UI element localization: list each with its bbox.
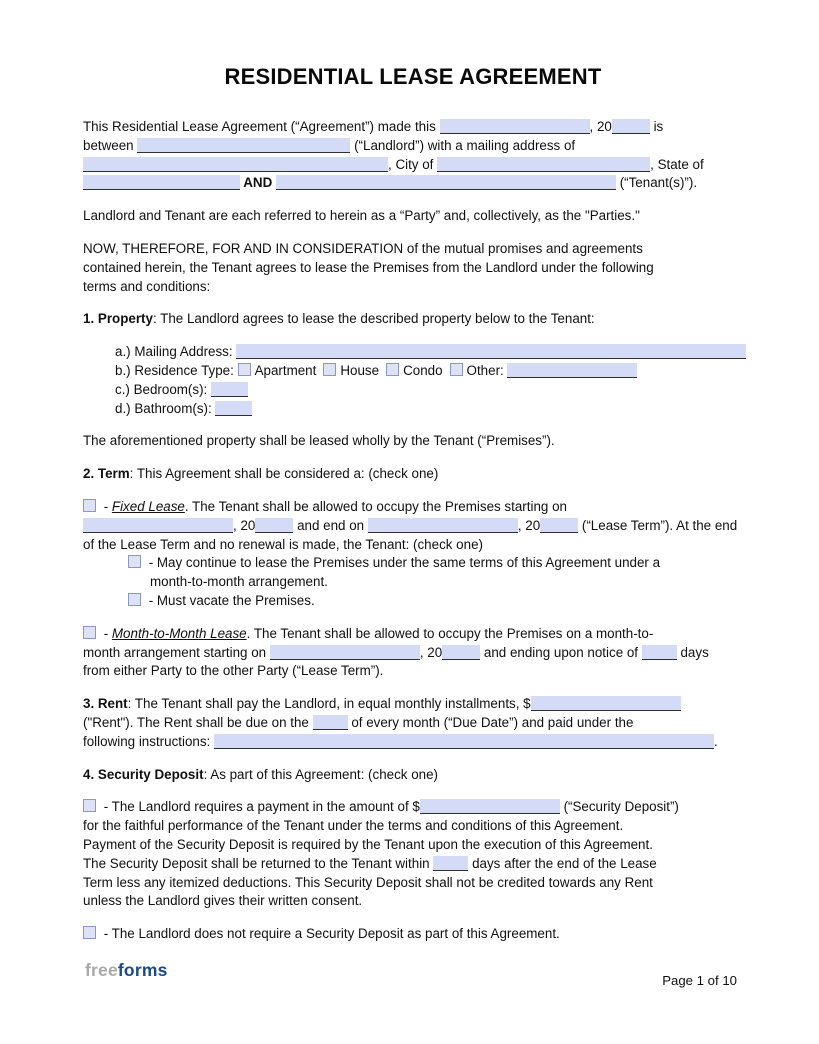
rent-due-day-field[interactable] bbox=[313, 715, 348, 730]
m2m-notice-days-field[interactable] bbox=[642, 645, 677, 660]
m2m-start-date-field[interactable] bbox=[270, 645, 420, 660]
premises-paragraph bbox=[83, 432, 743, 451]
term-heading-text: : This Agreement shall be considered a: (check one) bbox=[129, 466, 439, 482]
intro-text-6: , City of bbox=[388, 156, 438, 172]
rent-amount-field[interactable] bbox=[531, 696, 681, 711]
now-therefore-paragraph bbox=[83, 240, 743, 296]
m2m-text-1: . The Tenant shall be allowed to occupy the Premises on a month-to- bbox=[246, 625, 654, 641]
intro-text-2: , 20 bbox=[589, 119, 612, 134]
logo-free-text: free bbox=[85, 960, 118, 980]
deposit-text-5: The Security Deposit shall be returned to the Tenant within bbox=[83, 855, 434, 871]
now-therefore-text-3: terms and conditions: bbox=[83, 278, 211, 294]
residence-other-field[interactable] bbox=[507, 363, 637, 378]
document-title: RESIDENTIAL LEASE AGREEMENT bbox=[224, 64, 602, 89]
property-heading-number: 1. Property bbox=[83, 311, 153, 327]
bedrooms-field[interactable] bbox=[211, 382, 248, 397]
rent-heading-number: 3. Rent bbox=[83, 696, 128, 712]
fixed-lease-text-5: (“Lease Term”). At the end bbox=[578, 517, 738, 533]
fixed-lease-text-3: and end on bbox=[293, 517, 368, 533]
month-to-month-paragraph bbox=[83, 625, 743, 681]
mailing-address-field[interactable] bbox=[236, 344, 746, 359]
deposit-heading bbox=[83, 766, 743, 785]
deposit-text-2: (“Security Deposit”) bbox=[559, 799, 679, 815]
intro-and-text: AND bbox=[240, 175, 276, 191]
condo-checkbox[interactable] bbox=[386, 363, 399, 376]
intro-text-3: is bbox=[649, 119, 664, 134]
bedrooms-label: c.) Bedroom(s): bbox=[115, 381, 211, 397]
property-item-c bbox=[83, 381, 743, 400]
intro-text-1: This Residential Lease Agreement (“Agreement”) made this bbox=[83, 119, 440, 134]
deposit-required-paragraph bbox=[83, 798, 743, 911]
condo-label: Condo bbox=[403, 362, 443, 378]
month-to-month-checkbox[interactable] bbox=[83, 626, 96, 639]
fixed-end-year-field[interactable] bbox=[540, 518, 578, 533]
bathrooms-field[interactable] bbox=[215, 401, 252, 416]
rent-paragraph bbox=[83, 695, 743, 751]
m2m-dash: - bbox=[100, 625, 112, 641]
other-checkbox[interactable] bbox=[450, 363, 463, 376]
may-continue-checkbox[interactable] bbox=[128, 555, 141, 568]
may-continue-text: - May continue to lease the Premises under the same terms of this Agreement under a bbox=[145, 555, 661, 571]
deposit-text-6: days after the end of the Lease bbox=[468, 855, 657, 871]
intro-text-4: between bbox=[83, 137, 138, 153]
property-heading bbox=[83, 310, 743, 329]
street-address-field[interactable] bbox=[83, 157, 388, 172]
apartment-label: Apartment bbox=[254, 362, 317, 378]
deposit-return-days-field[interactable] bbox=[433, 856, 468, 871]
must-vacate-checkbox[interactable] bbox=[128, 593, 141, 606]
no-deposit-text: - The Landlord does not require a Security Deposit as part of this Agreement. bbox=[100, 926, 560, 942]
deposit-text-1: - The Landlord requires a payment in the amount of $ bbox=[100, 799, 420, 815]
m2m-text-5: days bbox=[676, 644, 709, 660]
no-deposit-paragraph bbox=[83, 925, 743, 944]
term-heading bbox=[83, 465, 743, 484]
now-therefore-text-1: NOW, THEREFORE, FOR AND IN CONSIDERATION of the mutual promises and agreements bbox=[83, 240, 643, 256]
may-continue-text-2: month-to-month arrangement. bbox=[150, 574, 328, 590]
deposit-required-checkbox[interactable] bbox=[83, 799, 96, 812]
rent-text-5: . bbox=[714, 733, 718, 749]
fixed-lease-name: Fixed Lease bbox=[111, 498, 185, 514]
apartment-checkbox[interactable] bbox=[238, 363, 251, 376]
property-heading-text: : The Landlord agrees to lease the described property below to the Tenant: bbox=[152, 311, 595, 327]
landlord-name-field[interactable] bbox=[137, 138, 350, 153]
intro-text-5: (“Landlord”) with a mailing address of bbox=[350, 137, 576, 153]
deposit-amount-field[interactable] bbox=[420, 799, 560, 814]
property-item-d bbox=[83, 400, 743, 419]
document-content bbox=[83, 64, 743, 958]
intro-text-8: (“Tenant(s)”). bbox=[615, 175, 698, 191]
agreement-day-field[interactable] bbox=[440, 119, 590, 134]
fixed-lease-checkbox[interactable] bbox=[83, 499, 96, 512]
m2m-start-year-field[interactable] bbox=[442, 645, 480, 660]
deposit-heading-number: 4. Security Deposit bbox=[83, 766, 204, 782]
fixed-end-date-field[interactable] bbox=[368, 518, 518, 533]
bathrooms-label: d.) Bathroom(s): bbox=[115, 400, 216, 416]
fixed-lease-text-1: . The Tenant shall be allowed to occupy the Premises starting on bbox=[184, 498, 567, 514]
deposit-text-8: unless the Landlord gives their written consent. bbox=[83, 893, 363, 909]
rent-text-3: of every month (“Due Date”) and paid under the bbox=[347, 714, 634, 730]
property-item-b bbox=[83, 362, 743, 381]
other-label: Other: bbox=[466, 362, 508, 378]
rent-text-1: : The Tenant shall pay the Landlord, in equal monthly installments, $ bbox=[127, 696, 531, 712]
deposit-text-4: Payment of the Security Deposit is required by the Tenant upon the execution of this Agreement. bbox=[83, 836, 653, 852]
rent-text-4: following instructions: bbox=[83, 733, 214, 749]
fixed-start-year-field[interactable] bbox=[255, 518, 293, 533]
agreement-year-field[interactable] bbox=[612, 119, 650, 134]
rent-text-2: ("Rent"). The Rent shall be due on the bbox=[83, 714, 313, 730]
m2m-text-4: and ending upon notice of bbox=[480, 644, 642, 660]
premises-text: The aforementioned property shall be leased wholly by the Tenant (“Premises”). bbox=[83, 433, 555, 449]
house-checkbox[interactable] bbox=[323, 363, 336, 376]
state-field[interactable] bbox=[83, 175, 240, 190]
property-item-a bbox=[83, 343, 743, 362]
month-to-month-name: Month-to-Month Lease bbox=[111, 625, 247, 641]
deposit-text-7: Term less any itemized deductions. This Security Deposit shall not be credited towards any Rent bbox=[83, 874, 653, 890]
term-heading-number: 2. Term bbox=[83, 466, 130, 482]
intro-text-7: , State of bbox=[650, 156, 704, 172]
now-therefore-text-2: contained herein, the Tenant agrees to lease the Premises from the Landlord under the following bbox=[83, 259, 654, 275]
logo-forms-text: forms bbox=[117, 960, 168, 980]
mailing-address-label: a.) Mailing Address: bbox=[115, 344, 237, 360]
deposit-text-3: for the faithful performance of the Tenant under the terms and conditions of this Agreement. bbox=[83, 818, 624, 834]
payment-instructions-field[interactable] bbox=[214, 734, 714, 749]
fixed-start-date-field[interactable] bbox=[83, 518, 233, 533]
must-vacate-text: - Must vacate the Premises. bbox=[145, 592, 315, 608]
m2m-text-6: from either Party to the other Party (“Lease Term”). bbox=[83, 663, 384, 679]
residence-type-label: b.) Residence Type: bbox=[115, 362, 238, 378]
page-number: Page 1 of 10 bbox=[662, 973, 737, 988]
intro-paragraph bbox=[83, 118, 743, 193]
property-list bbox=[83, 343, 743, 418]
fixed-lease-text-6: of the Lease Term and no renewal is made, the Tenant: (check one) bbox=[83, 536, 483, 552]
freeforms-logo bbox=[85, 960, 168, 981]
parties-paragraph bbox=[83, 207, 743, 226]
fixed-lease-text-2: , 20 bbox=[233, 517, 256, 533]
city-field[interactable] bbox=[437, 157, 650, 172]
m2m-text-2: month arrangement starting on bbox=[83, 644, 270, 660]
m2m-text-3: , 20 bbox=[419, 644, 443, 660]
fixed-lease-text-4: , 20 bbox=[517, 517, 541, 533]
house-label: House bbox=[340, 362, 380, 378]
fixed-lease-paragraph bbox=[83, 498, 743, 611]
fixed-lease-dash: - bbox=[100, 498, 112, 514]
parties-text: Landlord and Tenant are each referred to herein as a “Party” and, collectively, as the "Parties." bbox=[83, 208, 640, 224]
no-deposit-checkbox[interactable] bbox=[83, 926, 96, 939]
tenant-name-field[interactable] bbox=[276, 175, 616, 190]
deposit-heading-text: : As part of this Agreement: (check one) bbox=[203, 766, 439, 782]
